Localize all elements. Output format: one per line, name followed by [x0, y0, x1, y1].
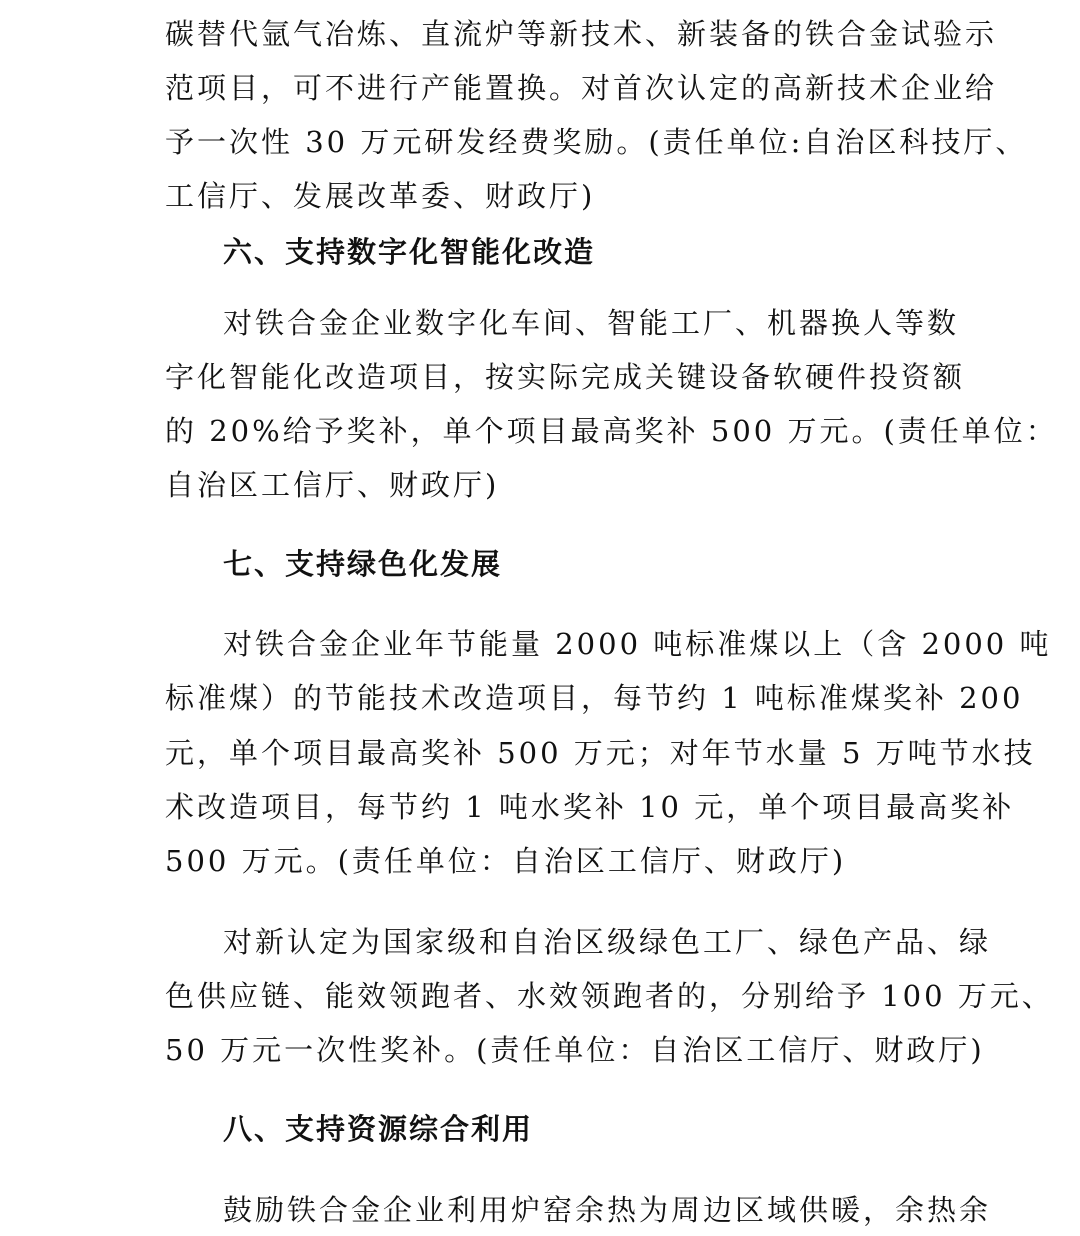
paragraph-line: 字化智能化改造项目，按实际完成关键设备软硬件投资额	[165, 360, 966, 394]
paragraph-line: 的 20%给予奖补，单个项目最高奖补 500 万元。(责任单位：	[165, 414, 1058, 448]
paragraph-line: 元，单个项目最高奖补 500 万元；对年节水量 5 万吨节水技	[165, 736, 1036, 770]
section-heading-digital: 六、支持数字化智能化改造	[223, 235, 596, 269]
paragraph-line: 术改造项目，每节约 1 吨水奖补 10 元，单个项目最高奖补	[165, 790, 1015, 824]
paragraph-line: 50 万元一次性奖补。(责任单位：自治区工信厅、财政厅)	[165, 1033, 985, 1067]
paragraph-line: 对新认定为国家级和自治区级绿色工厂、绿色产品、绿	[223, 925, 992, 959]
paragraph-line: 碳替代氩气冶炼、直流炉等新技术、新装备的铁合金试验示	[165, 17, 998, 51]
paragraph-line: 工信厅、发展改革委、财政厅)	[165, 179, 596, 213]
section-heading-green: 七、支持绿色化发展	[223, 547, 503, 581]
section-heading-resources: 八、支持资源综合利用	[223, 1112, 534, 1146]
paragraph-line: 对铁合金企业年节能量 2000 吨标准煤以上（含 2000 吨	[223, 627, 1052, 661]
paragraph-line: 标准煤）的节能技术改造项目，每节约 1 吨标准煤奖补 200	[165, 681, 1024, 715]
paragraph-line: 对铁合金企业数字化车间、智能工厂、机器换人等数	[223, 306, 960, 340]
paragraph-line: 500 万元。(责任单位：自治区工信厅、财政厅)	[165, 844, 847, 878]
paragraph-line: 鼓励铁合金企业利用炉窑余热为周边区域供暖，余热余	[223, 1193, 992, 1227]
paragraph-line: 自治区工信厅、财政厅)	[165, 468, 500, 502]
paragraph-line: 范项目，可不进行产能置换。对首次认定的高新技术企业给	[165, 71, 998, 105]
paragraph-line: 予一次性 30 万元研发经费奖励。(责任单位:自治区科技厅、	[165, 125, 1028, 159]
paragraph-line: 色供应链、能效领跑者、水效领跑者的，分别给予 100 万元、	[165, 979, 1054, 1013]
